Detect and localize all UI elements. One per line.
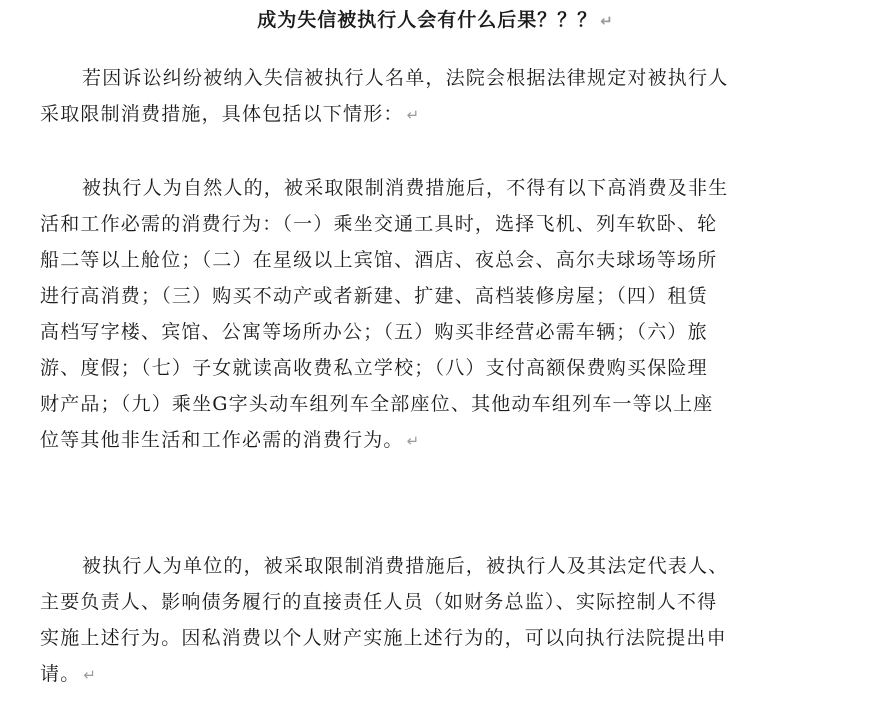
text-line: 被执行人为自然人的，被采取限制消费措施后，不得有以下高消费及非生: [82, 177, 729, 199]
text-line: 若因诉讼纠纷被纳入失信被执行人名单，法院会根据法律规定对被执行人: [82, 67, 729, 89]
text-line: 采取限制消费措施，具体包括以下情形： ↵: [40, 103, 420, 125]
paragraph-mark-icon: ↵: [83, 666, 96, 684]
paragraph-mark-icon: ↵: [406, 432, 420, 450]
title-text: 成为失信被执行人会有什么后果？？？: [257, 9, 598, 31]
paragraph-mark-icon: ↵: [406, 106, 420, 124]
text-line: 位等其他非生活和工作必需的消费行为。 ↵: [40, 429, 420, 451]
text-line: 船二等以上舱位；（二）在星级以上宾馆、酒店、夜总会、高尔夫球场等场所: [40, 249, 718, 271]
document-title: [0, 4, 870, 37]
text-line: 活和工作必需的消费行为：（一）乘坐交通工具时，选择飞机、列车软卧、轮: [40, 213, 718, 235]
text-line: 请。 ↵: [40, 663, 96, 685]
paragraph-entity: [40, 548, 840, 692]
text-line: 财产品；（九）乘坐G字头动车组列车全部座位、其他动车组列车一等以上座: [40, 393, 714, 415]
text-line: 进行高消费；（三）购买不动产或者新建、扩建、高档装修房屋；（四）租赁: [40, 285, 708, 307]
text-line: 被执行人为单位的，被采取限制消费措施后，被执行人及其法定代表人、: [82, 555, 729, 577]
text-line: 高档写字楼、宾馆、公寓等场所办公；（五）购买非经营必需车辆；（六）旅: [40, 321, 708, 343]
paragraph-individual: [40, 170, 840, 458]
text-line: 主要负责人、影响债务履行的直接责任人员（如财务总监）、实际控制人不得: [40, 591, 718, 613]
text-line: 游、度假；（七）子女就读高收费私立学校；（八）支付高额保费购买保险理: [40, 357, 708, 379]
paragraph-mark-icon: ↵: [600, 12, 613, 30]
paragraph-intro: [40, 60, 840, 132]
text-line: 实施上述行为。因私消费以个人财产实施上述行为的，可以向执行法院提出申: [40, 627, 727, 649]
